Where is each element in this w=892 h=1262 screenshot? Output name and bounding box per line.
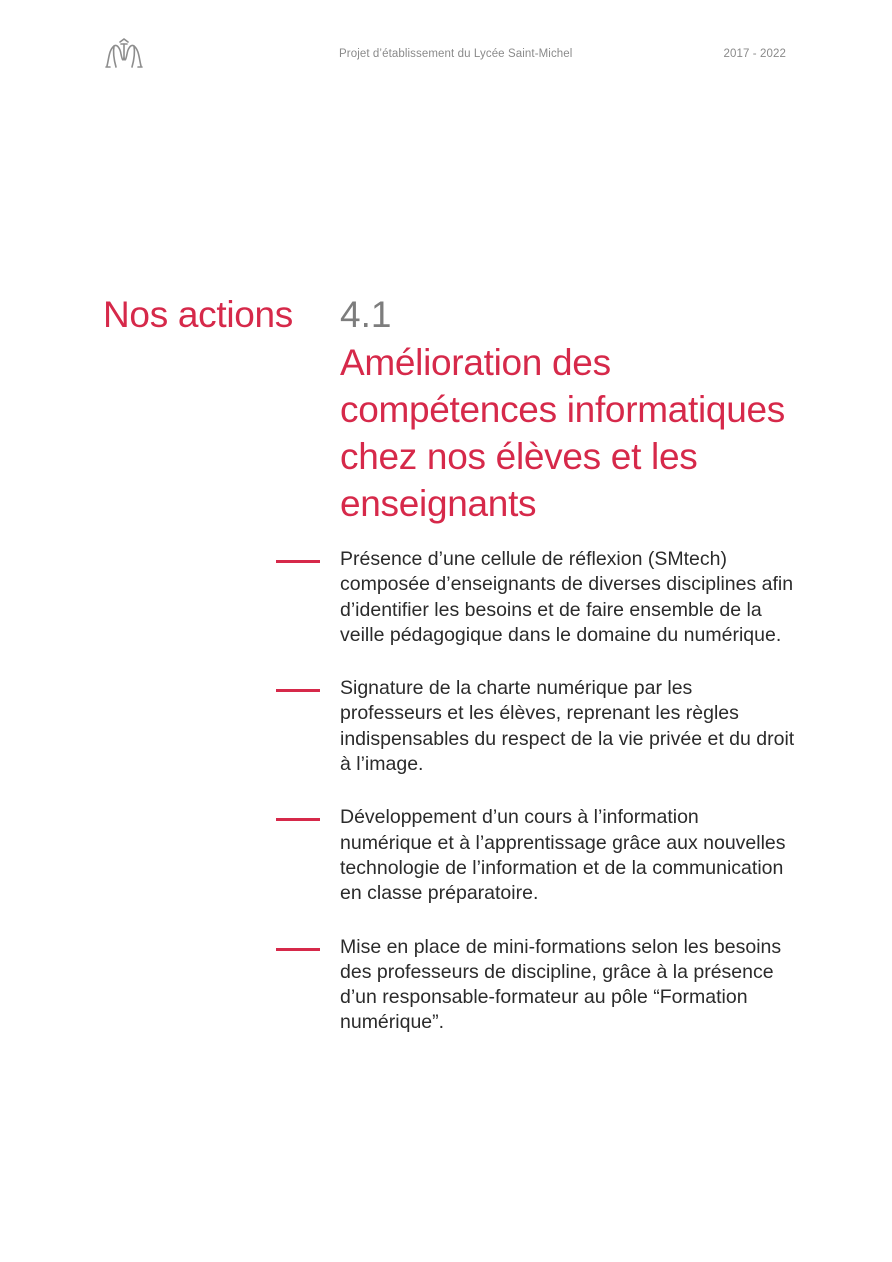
section-title: Amélioration des compétences informatiques chez nos élèves et les enseignants (340, 342, 785, 524)
section-number: 4.1 (340, 294, 392, 335)
bullet-dash-icon (276, 689, 320, 692)
document-running-title: Projet d’établissement du Lycée Saint-Michel (339, 48, 573, 60)
bullet-dash-icon (276, 948, 320, 951)
action-item (276, 935, 796, 1036)
bullet-dash-icon (276, 818, 320, 821)
action-text: Mise en place de mini-formations selon les besoins des professeurs de discipline, grâce à la présence d’un responsable-formateur au pôle “Formation numérique”. (340, 935, 782, 1034)
section-label: Nos actions (103, 294, 294, 335)
action-item (276, 676, 796, 777)
action-item (276, 547, 796, 648)
action-text: Signature de la charte numérique par les professeurs et les élèves, reprenant les règles indispensables du respect de la vie privée et du droit à l’image. (340, 677, 795, 776)
bullet-dash-icon (276, 560, 320, 563)
lycee-saint-michel-logo-icon (104, 36, 144, 72)
action-text: Développement d’un cours à l’information numérique et à l’apprentissage grâce aux nouvelles technologie de l’information et de la communication en classe préparatoire. (340, 806, 786, 905)
document-years: 2017 - 2022 (723, 48, 786, 60)
actions-list (276, 547, 796, 1064)
action-text: Présence d’une cellule de réflexion (SMtech) composée d’enseignants de diverses disciplines afin d’identifier les besoins et de faire ensemble de la veille pédagogique dans le domaine du numérique. (340, 548, 794, 646)
action-item (276, 805, 796, 906)
